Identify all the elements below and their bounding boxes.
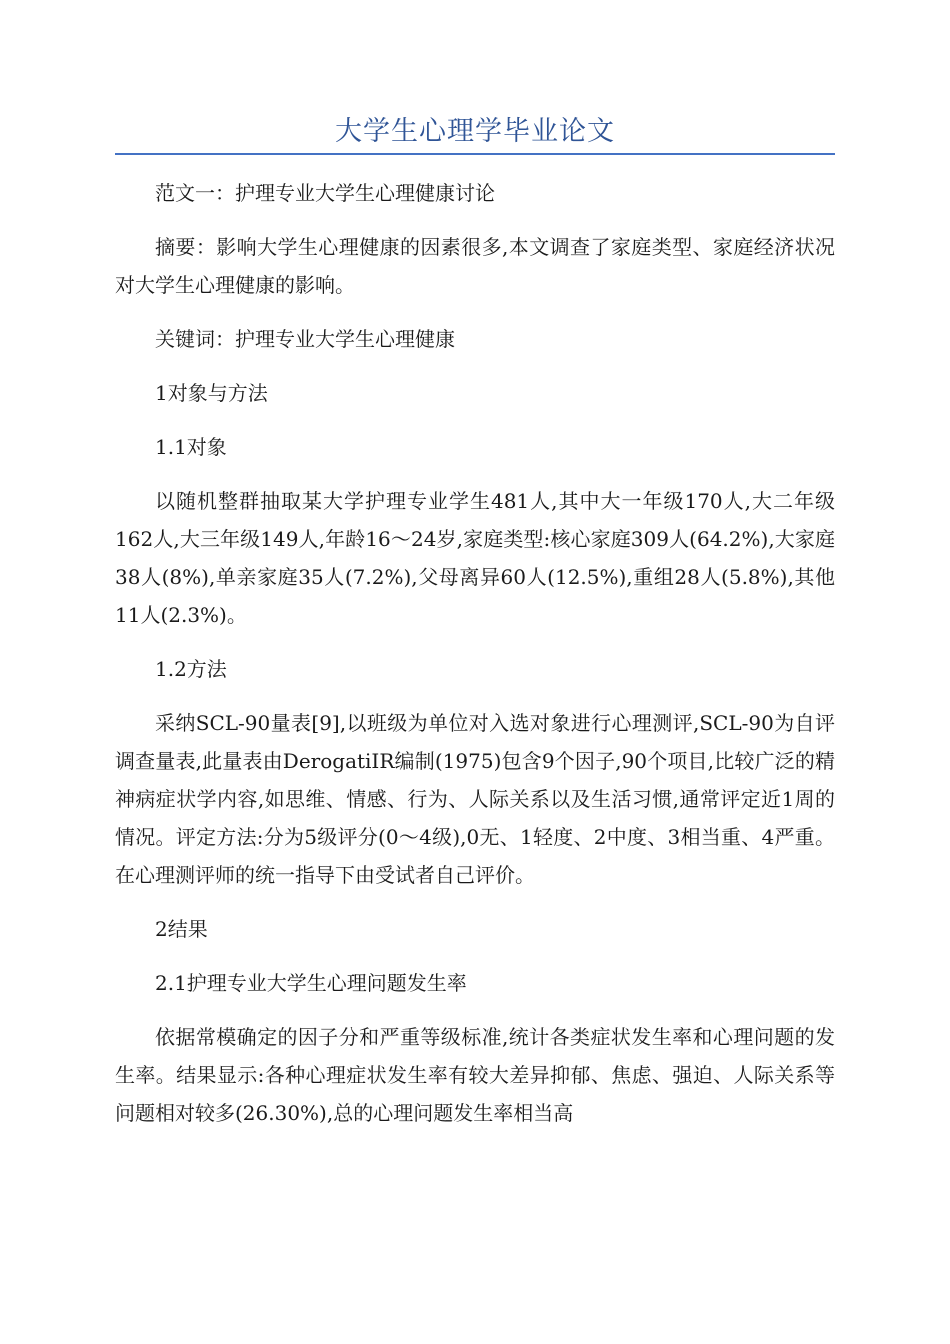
section-heading-1-1: 1.1对象	[155, 435, 227, 459]
document-title: 大学生心理学毕业论文	[335, 116, 615, 147]
abstract-paragraph: 摘要：影响大学生心理健康的因素很多,本文调查了家庭类型、家庭经济状况对大学生心理健康的影响。	[115, 235, 835, 297]
results-paragraph: 依据常模确定的因子分和严重等级标准,统计各类症状发生率和心理问题的发生率。结果显示:各种心理症状发生率有较大差异抑郁、焦虑、强迫、人际关系等问题相对较多(26.30%),总的心理问题发生率相当高	[115, 1025, 835, 1125]
section-heading-1: 1对象与方法	[155, 381, 268, 405]
subjects-paragraph: 以随机整群抽取某大学护理专业学生481人,其中大一年级170人,大二年级162人,大三年级149人,年龄16～24岁,家庭类型:核心家庭309人(64.2%),大家庭38人(8%),单亲家庭35人(7.2%),父母离异60人(12.5%),重组28人(5.8%),其他11人(2.3%)。	[115, 489, 835, 627]
keywords-paragraph: 关键词：护理专业大学生心理健康	[155, 327, 455, 351]
document-body	[115, 174, 835, 1148]
methods-paragraph: 采纳SCL-90量表[9],以班级为单位对入选对象进行心理测评,SCL-90为自评调查量表,此量表由DerogatiIR编制(1975)包含9个因子,90个项目,比较广泛的精神病症状学内容,如思维、情感、行为、人际关系以及生活习惯,通常评定近1周的情况。评定方法:分为5级评分(0～4级),0无、1轻度、2中度、3相当重、4严重。在心理测评师的统一指导下由受试者自己评价。	[115, 711, 835, 887]
section-heading-1-2: 1.2方法	[155, 657, 227, 681]
section-heading-2: 2结果	[155, 917, 208, 941]
title-underline	[115, 153, 835, 155]
section-heading-fanwen: 范文一：护理专业大学生心理健康讨论	[155, 181, 495, 205]
section-heading-2-1: 2.1护理专业大学生心理问题发生率	[155, 971, 467, 995]
